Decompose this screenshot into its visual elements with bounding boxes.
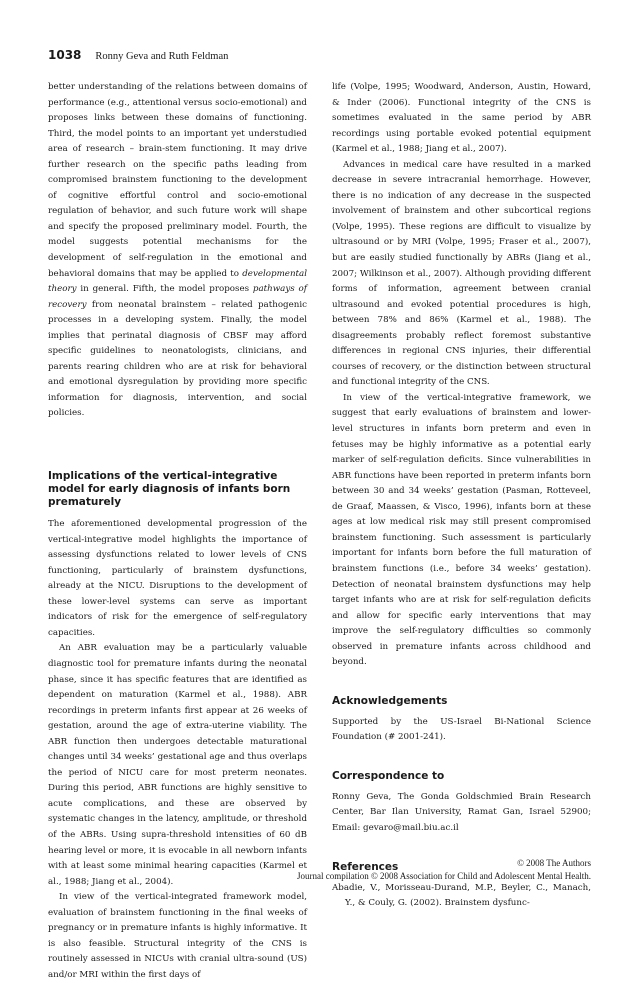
body-paragraph: life (Volpe, 1995; Woodward, Anderson, Austin, Howard, & Inder (2006). Functional integrity of the CNS is sometimes evaluated in the same period by ABR recordings using portable evoked potential equipment (Karmel et al., 1988; Jiang et al., 2007). [332,82,591,155]
body-paragraph: An ABR evaluation may be a particularly valuable diagnostic tool for premature infants during the neonatal phase, since it has specific features that are identified as dependent on maturation (Karmel et al., 1988). ABR recordings in preterm infants first appear at 26 weeks of gestation, around the age of extra-uterine viability. The ABR function then undergoes detectable maturational changes until 34 weeks’ gestational age and thus overlaps the period of NICU care for most preterm neonates. During this period, ABR functions are highly sensitive to acute complications, and these are observed by systematic changes in the latency, amplitude, or threshold of the ABRs. Using supra-threshold intensities of 60 dB hearing level or more, it is evocable in all newborn infants with at least some minimal hearing capacities (Karmel et al., 1988; Jiang et al., 2004). [48,643,307,887]
copyright-footer [191,857,591,883]
emphasis-text: developmental theory [48,268,307,295]
emphasis-text: pathways of recovery [48,284,307,310]
copyright-line: © 2008 The Authors [517,858,591,868]
reference-entry: Abadie, V., Morisseau-Durand, M.P., Beyler, C., Manach, Y., & Couly, G. (2002). Brainstem dysfunc- [332,882,591,909]
body-paragraph: The aforementioned developmental progression of the vertical-integrative model highlights the importance of assessing dysfunctions related to lower levels of CNS functioning, particularly of brainstem dysfunctions, already at the NICU. Disruptions to the development of these lower-level systems can serve as important indicators of risk for the emergence of self-regulatory capacities. [48,519,307,638]
right-column [332,80,591,912]
correspondence-text: Ronny Geva, The Gonda Goldschmied Brain Research Center, Bar Ilan University, Ramat Gan, Israel 52900; Email: gevaro@mail.biu.ac.il [332,791,591,833]
page-number: 1038 [48,48,82,62]
body-paragraph: Advances in medical care have resulted in a marked decrease in severe intracranial hemorrhage. However, there is no indication of any decrease in the suspected involvement of brainstem and other subcortical regions (Volpe, 1995). These regions are difficult to visualize by ultrasound or by MRI (Volpe, 1995; Fraser et al., 2007), but are easily studied functionally by ABRs (Jiang et al., 2007; Wilkinson et al., 2007). Although providing different forms of information, agreement between cranial ultrasound and evoked potential procedures is high, between 78% and 86% (Karmel et al., 1988). The disagreements probably reflect foremost substantive differences in regional CNS injuries, their differential courses of recovery, or the distinction between structural and functional integrity of the CNS. [332,159,591,388]
journal-compilation-line: Journal compilation © 2008 Association for Child and Adolescent Mental Health. [296,871,591,881]
body-paragraph: In view of the vertical-integrative framework, we suggest that early evaluations of brainstem and lower-level structures in infants born preterm and even in fetuses may be highly informative as a potential early marker of self-regulation deficits. Since vulnerabilities in ABR functions have been reported in preterm infants born between 30 and 34 weeks’ gestation (Pasman, Rotteveel, de Graaf, Maassen, & Visco, 1996), infants born at these ages at low medical risk may still present compromised brainstem functioning. Such assessment is particularly important for infants born before the full maturation of brainstem functions (i.e., before 34 weeks’ gestation). Detection of neonatal brainstem dysfunctions may help target infants who are at risk for self-regulation deficits and allow for specific early interventions that may improve the self-regulatory difficulties so commonly observed in premature infants across childhood and beyond. [332,392,591,668]
running-header-authors: Ronny Geva and Ruth Feldman [95,51,229,62]
section-heading-correspondence: Correspondence to [332,769,445,782]
body-paragraph: better understanding of the relations between domains of performance (e.g., attentional versus socio-emotional) and proposes links between these domains of functioning. Third, the model points to an important yet understudied area of research – brain-stem functioning. It may drive further research on the specific paths leading from compromised brainstem functioning to the development of cognitive effortful control and socio-emotional regulation of behavior, and such future work will shape and specify the proposed preliminary model. Fourth, the model suggests potential mechanisms for the development of self-regulation in the emotional and behavioral domains that may be applied to developmental theory in general. Fifth, the model proposes pathways of recovery from neonatal brainstem – related pathogenic processes in a developing system. Finally, the model implies that perinatal diagnosis of CBSF may afford specific guidelines to neonatologists, clinicians, and parents rearing children who are at risk for behavioral and emotional dysregulation by providing more specific information for diagnosis, intervention, and social policies. [48,82,307,419]
left-column [48,80,307,983]
acknowledgements-text: Supported by the US-Israel Bi-National Science Foundation (# 2001-241). [332,716,591,743]
running-header [48,46,593,64]
body-paragraph: In view of the vertical-integrated framework model, evaluation of brainstem functioning in the final weeks of pregnancy or in premature infants is highly informative. It is also feasible. Structural integrity of the CNS is routinely assessed in NICUs with cranial ultra-sound (US) and/or MRI within the first days of [48,892,307,980]
section-heading-references: References [332,860,399,873]
section-heading-acknowledgements: Acknowledgements [332,694,448,707]
section-heading-implications: Implications of the vertical-integrative model for early diagnosis of infants born prematurely [48,470,291,509]
